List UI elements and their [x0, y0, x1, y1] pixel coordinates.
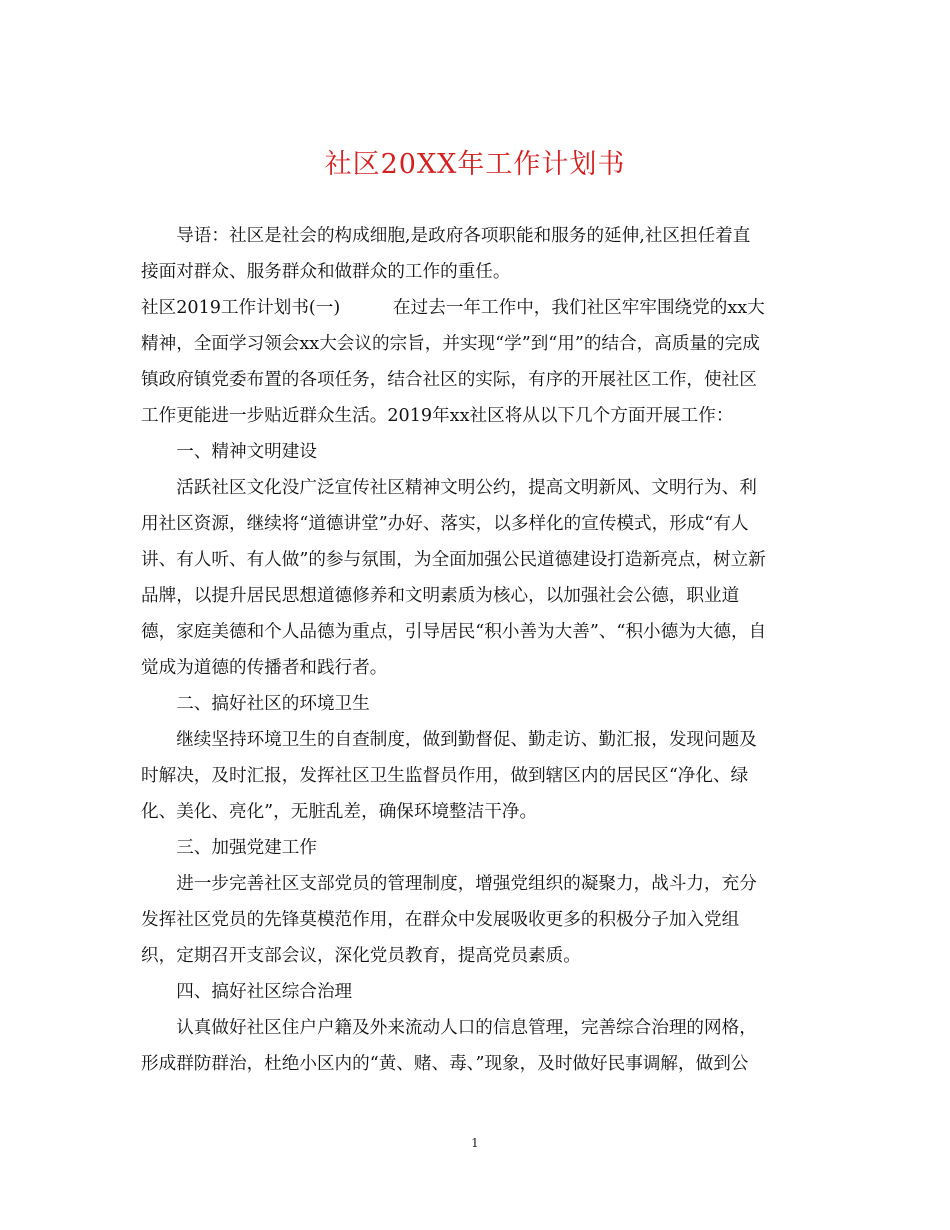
- section-heading: 三、加强党建工作: [141, 838, 317, 858]
- text-line: 活跃社区文化没广泛宣传社区精神文明公约，提高文明新风、文明行为、利: [141, 478, 757, 498]
- text-line: 讲、有人听、有人做”的参与氛围，为全面加强公民道德建设打造新亮点，树立新: [141, 550, 766, 570]
- text-line: 导语：社区是社会的构成细胞,是政府各项职能和服务的延伸,社区担任着直: [141, 226, 751, 246]
- text-line: 接面对群众、服务群众和做群众的工作的重任。: [141, 262, 511, 282]
- text-line: 工作更能进一步贴近群众生活。2019年xx社区将从以下几个方面开展工作：: [141, 406, 734, 426]
- text-line: 认真做好社区住户户籍及外来流动人口的信息管理，完善综合治理的网格，: [141, 1018, 757, 1038]
- text-line: 品牌，以提升居民思想道德修养和文明素质为核心，以加强社会公德，职业道: [141, 586, 740, 606]
- page-number: 1: [471, 1136, 479, 1150]
- text-line: 德，家庭美德和个人品德为重点，引导居民“积小善为大善”、“积小德为大德，自: [141, 622, 767, 642]
- section-heading: 一、精神文明建设: [141, 442, 317, 462]
- text-line: 社区2019工作计划书(一) 在过去一年工作中，我们社区牢牢围绕党的xx大: [141, 298, 765, 318]
- text-line: 形成群防群治，杜绝小区内的“黄、赌、毒、”现象，及时做好民事调解，做到公: [141, 1054, 749, 1074]
- text-line: 发挥社区党员的先锋莫模范作用，在群众中发展吸收更多的积极分子加入党组: [141, 910, 740, 930]
- text-line: 继续坚持环境卫生的自查制度，做到勤督促、勤走访、勤汇报，发现问题及: [141, 730, 757, 750]
- text-line: 精神，全面学习领会xx大会议的宗旨，并实现“学”到“用”的结合，高质量的完成: [141, 334, 760, 354]
- text-line: 进一步完善社区支部党员的管理制度，增强党组织的凝聚力，战斗力，充分: [141, 874, 757, 894]
- text-line: 织，定期召开支部会议，深化党员教育，提高党员素质。: [141, 946, 581, 966]
- text-line: 用社区资源，继续将“道德讲堂”办好、落实，以多样化的宣传模式，形成“有人: [141, 514, 749, 534]
- text-line: 时解决，及时汇报，发挥社区卫生监督员作用，做到辖区内的居民区“净化、绿: [141, 766, 749, 786]
- text-line: 化、美化、亮化”，无脏乱差，确保环境整洁干净。: [141, 802, 538, 822]
- document-body: [141, 218, 806, 1082]
- section-heading: 二、搞好社区的环境卫生: [141, 694, 370, 714]
- section-heading: 四、搞好社区综合治理: [141, 982, 353, 1002]
- document-title: 社区20XX年工作计划书: [324, 149, 626, 180]
- text-line: 镇政府镇党委布置的各项任务，结合社区的实际，有序的开展社区工作，使社区: [141, 370, 757, 390]
- text-line: 觉成为道德的传播者和践行者。: [141, 658, 388, 678]
